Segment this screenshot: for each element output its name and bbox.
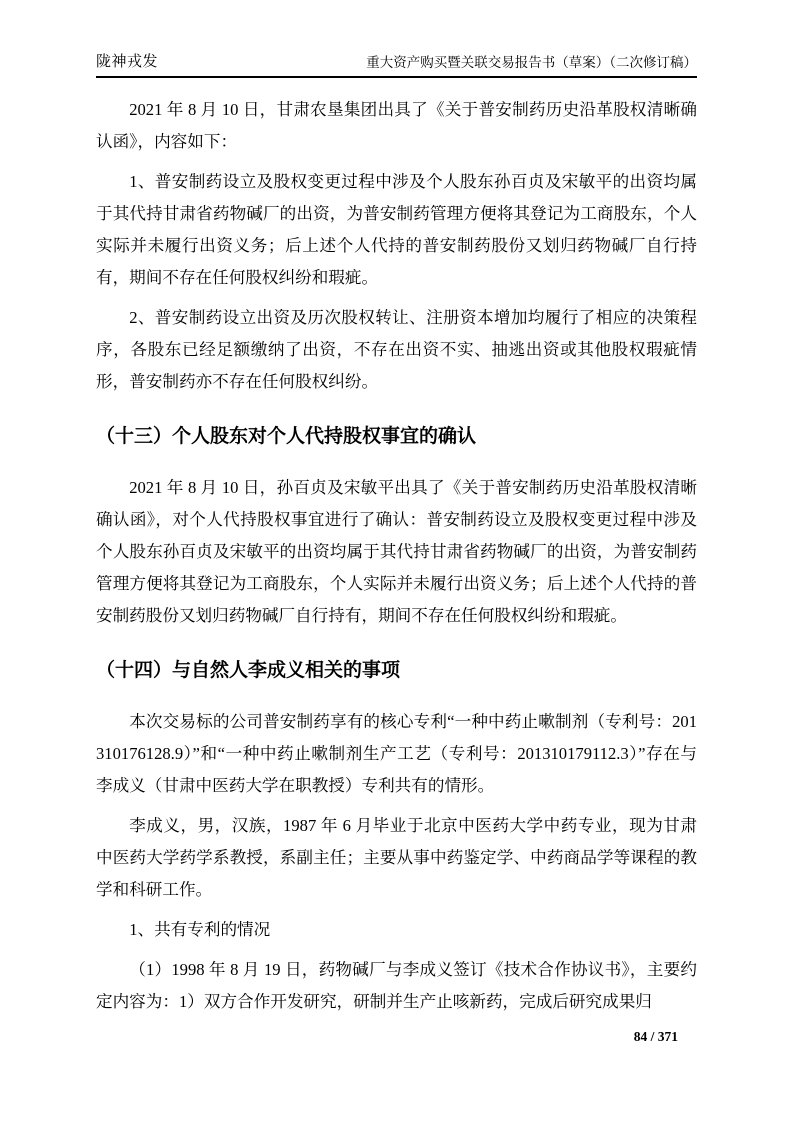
paragraph-licheng-yi-bio: 李成义，男，汉族，1987 年 6 月毕业于北京中医药大学中药专业，现为甘肃中医药大学药学系教授，系副主任；主要从事中药鉴定学、中药商品学等课程的教学和科研工作。 bbox=[96, 816, 697, 899]
section-heading-14: （十四）与自然人李成义相关的事项 bbox=[96, 660, 401, 681]
page-number: 84 / 371 bbox=[633, 1029, 678, 1044]
paragraph-technical-cooperation-agreement: （1）1998 年 8 月 19 日，药物碱厂与李成义签订《技术合作协议书》，主要约定内容为：1）双方合作开发研究，研制并生产止咳新药，完成后研究成果归 bbox=[96, 960, 697, 1011]
paragraph-confirmation-letter-intro: 2021 年 8 月 10 日，甘肃农垦集团出具了《关于普安制药历史沿革股权清晰确认函》，内容如下： bbox=[96, 100, 697, 151]
header-document-title: 重大资产购买暨关联交易报告书（草案）（二次修订稿） bbox=[366, 55, 697, 70]
paragraph-section13-confirmation: 2021 年 8 月 10 日，孙百贞及宋敏平出具了《关于普安制药历史沿革股权清晰确认函》，对个人代持股权事宜进行了确认：普安制药设立及股权变更过程中涉及个人股东孙百贞及宋敏平的出资均属于其代持甘肃省药物碱厂的出资，为普安制药管理方便将其登记为工商股东，个人实际并未履行出资义务；后上述个人代持的普安制药股份又划归药物碱厂自行持有，期间不存在任何股权纠纷和瑕疵。 bbox=[96, 478, 697, 625]
header-company-name: 陇神戎发 bbox=[96, 54, 159, 70]
paragraph-core-patents: 本次交易标的公司普安制药享有的核心专利“一种中药止嗽制剂（专利号：201310176128.9）”和“一种中药止嗽制剂生产工艺（专利号：201310179112.3）”存在与李成义（甘肃中医药大学在职教授）专利共有的情形。 bbox=[96, 712, 697, 795]
section-heading-13: （十三）个人股东对个人代持股权事宜的确认 bbox=[96, 426, 477, 447]
page-header bbox=[96, 52, 697, 78]
paragraph-shared-patent-subheading: 1、共有专利的情况 bbox=[129, 920, 271, 939]
paragraph-confirmation-item-2: 2、普安制药设立出资及历次股权转让、注册资本增加均履行了相应的决策程序，各股东已经足额缴纳了出资，不存在出资不实、抽逃出资或其他股权瑕疵情形，普安制药亦不存在任何股权纠纷。 bbox=[96, 308, 697, 391]
paragraph-confirmation-item-1: 1、普安制药设立及股权变更过程中涉及个人股东孙百贞及宋敏平的出资均属于其代持甘肃省药物碱厂的出资，为普安制药管理方便将其登记为工商股东，个人实际并未履行出资义务；后上述个人代持的普安制药股份又划归药物碱厂自行持有，期间不存在任何股权纠纷和瑕疵。 bbox=[96, 172, 697, 287]
document-body bbox=[96, 94, 697, 1018]
